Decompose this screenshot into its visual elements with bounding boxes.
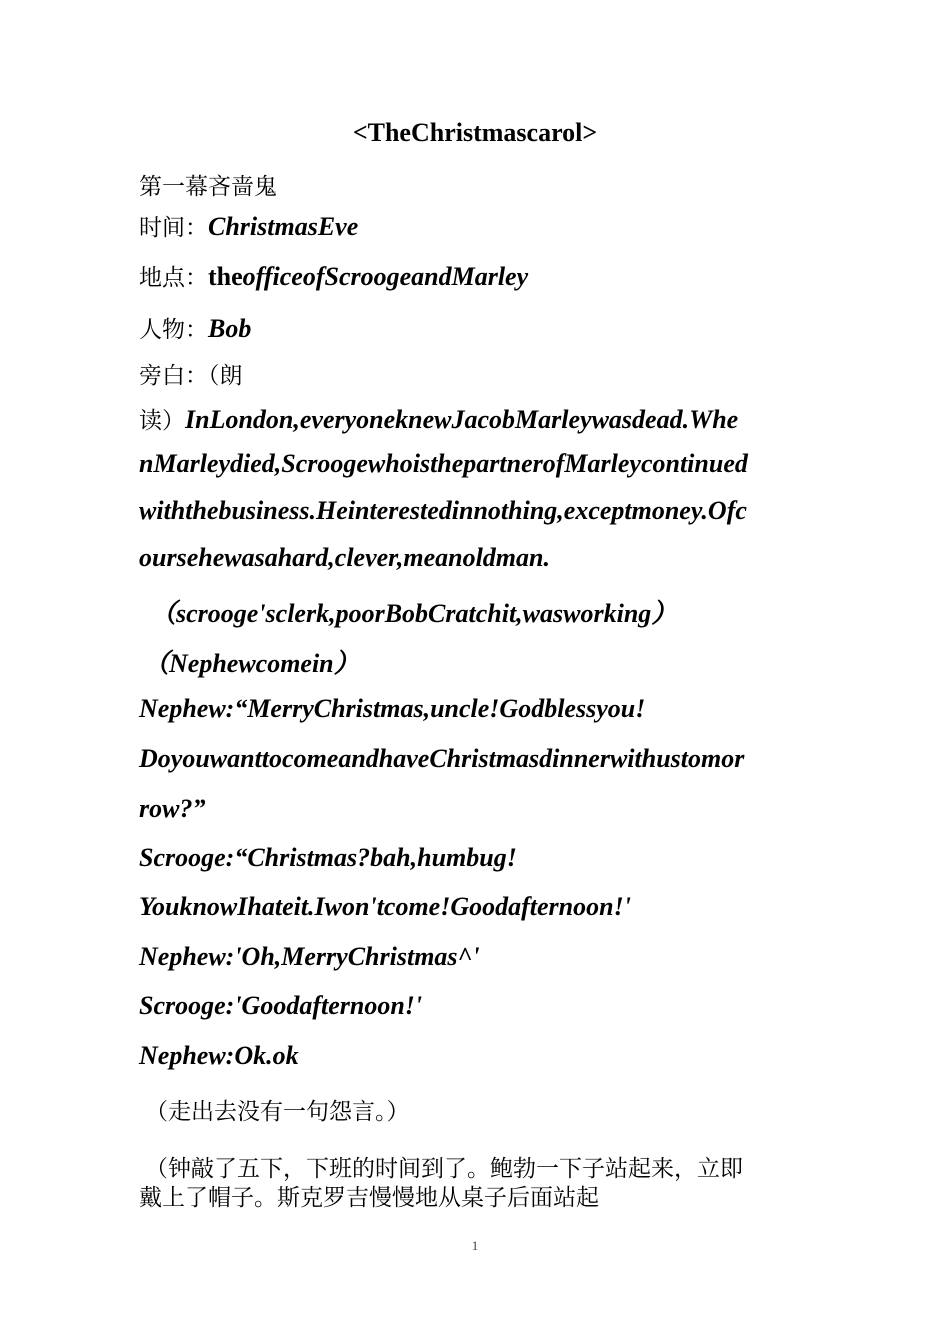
- characters-value: Bob: [208, 314, 252, 343]
- place-line: [139, 259, 528, 292]
- narration-text: InLondon,everyoneknewJacobMarleywasdead.Whe: [185, 405, 739, 434]
- dialogue-line-7: Scrooge:'Goodafternoon!': [139, 991, 423, 1020]
- narration-line-4: oursehewasahard,clever,meanoldman.: [139, 543, 550, 572]
- dialogue-line-6: Nephew:'Oh,MerryChristmas^': [139, 942, 480, 971]
- place-label: 地点：: [139, 265, 208, 291]
- place-value-italic: officeofScroogeandMarley: [242, 262, 529, 291]
- time-line: [139, 209, 358, 242]
- narration-line-3: withthebusiness.Heinterestedinnothing,exceptmoney.Ofc: [139, 496, 747, 525]
- narration-line-2: nMarleydied,ScroogewhoisthepartnerofMarleycontinued: [139, 449, 748, 478]
- dialogue-line-4: Scrooge:“Christmas?bah,humbug!: [139, 843, 517, 872]
- page-number: 1: [471, 1238, 479, 1253]
- stage-direction-4-line-2: 戴上了帽子。斯克罗吉慢慢地从桌子后面站起: [139, 1185, 599, 1211]
- narration-prefix: 读）: [139, 408, 185, 434]
- stage-direction-4-line-1: （钟敲了五下，下班的时间到了。鲍勃一下子站起来，立即: [145, 1156, 743, 1182]
- stage-direction-2: （Nephewcomein）: [143, 649, 360, 678]
- dialogue-line-5: YouknowIhateit.Iwon'tcome!Goodafternoon!': [139, 892, 631, 921]
- stage-direction-3: （走出去没有一句怨言。）: [145, 1099, 410, 1125]
- time-value: ChristmasEve: [208, 212, 359, 241]
- dialogue-line-3: row?”: [139, 794, 206, 823]
- dialogue-line-1: Nephew:“MerryChristmas,uncle!Godblessyou!: [139, 694, 646, 723]
- characters-line: [139, 311, 251, 344]
- stage-direction-1: （scrooge'sclerk,poorBobCratchit,wasworking）: [150, 599, 678, 628]
- place-value-plain: the: [208, 262, 243, 291]
- act-heading: 第一幕吝啬鬼: [139, 174, 277, 200]
- characters-label: 人物：: [139, 317, 208, 343]
- dialogue-line-2: DoyouwanttocomeandhaveChristmasdinnerwithustomor: [139, 744, 745, 773]
- time-label: 时间：: [139, 215, 208, 241]
- document-title: <TheChristmascarol>: [352, 118, 598, 147]
- dialogue-line-8: Nephew:Ok.ok: [139, 1041, 299, 1070]
- narration-line-1: [139, 402, 738, 435]
- narrator-label: 旁白：（朗: [139, 363, 243, 389]
